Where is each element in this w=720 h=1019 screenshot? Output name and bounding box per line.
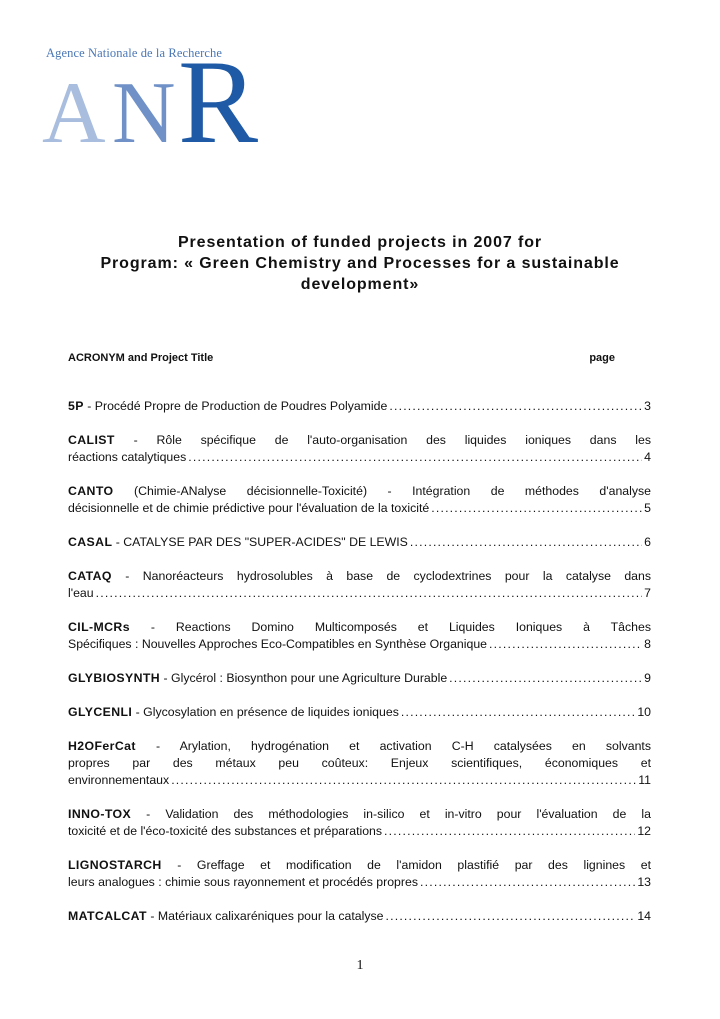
logo-letter-a: A	[42, 65, 106, 148]
entry-title-text: - Greffage et modification de l'amidon plastifié par des lignines et	[161, 858, 651, 872]
entry-title-text: - Glycérol : Biosynthon pour une Agriculture Durable	[160, 671, 448, 685]
agency-name: Agence Nationale de la Recherche	[46, 46, 223, 60]
entry-acronym: CIL-MCRs	[68, 620, 130, 634]
entry-title-text: Spécifiques : Nouvelles Approches Eco-Compatibles en Synthèse Organique	[68, 637, 488, 651]
entry-title-text: - Arylation, hydrogénation et activation C-H catalysées en solvants	[135, 739, 651, 753]
anr-logo	[40, 36, 290, 148]
dot-leader	[449, 670, 642, 687]
entry-acronym: GLYBIOSYNTH	[68, 671, 161, 685]
logo-letter-n: N	[112, 65, 176, 148]
entry-page-number: 14	[637, 909, 651, 923]
dot-leader	[188, 449, 642, 466]
entry-title-text: - Rôle spécifique de l'auto-organisation des liquides ioniques dans les	[114, 433, 651, 447]
title-line-1: Presentation of funded projects in 2007 for	[177, 234, 543, 251]
dot-leader	[420, 874, 635, 891]
entry-page-number: 6	[644, 535, 651, 549]
entry-page-number: 7	[644, 586, 651, 600]
entry-title-text: - CATALYSE PAR DES "SUPER-ACIDES" DE LEWIS	[112, 535, 408, 549]
entry-acronym: LIGNOSTARCH	[68, 858, 162, 872]
entry-acronym: INNO-TOX	[68, 807, 132, 821]
entry-title-text: - Nanoréacteurs hydrosolubles à base de cyclodextrines pour la catalyse dans	[111, 569, 651, 583]
toc-entry[interactable]	[68, 432, 651, 466]
toc-entry[interactable]	[68, 738, 651, 789]
dot-leader	[489, 636, 642, 653]
toc-entry[interactable]	[68, 568, 651, 602]
toc-entry[interactable]	[68, 670, 651, 687]
toc-entry[interactable]	[68, 704, 651, 721]
entry-page-number: 4	[644, 450, 651, 464]
toc-entry[interactable]	[68, 857, 651, 891]
entry-page-number: 11	[638, 773, 651, 787]
entry-title-text: décisionnelle et de chimie prédictive pour l'évaluation de la toxicité	[68, 501, 430, 515]
entry-acronym: 5P	[68, 399, 84, 413]
toc-header-title: ACRONYM and Project Title	[68, 352, 214, 364]
entry-title-text: - Matériaux calixaréniques pour la catalyse	[146, 909, 384, 923]
title-line-2: Program: « Green Chemistry and Processes for a sustainable	[100, 255, 620, 272]
entry-title-text: (Chimie-ANalyse décisionnelle-Toxicité) - Intégration de méthodes d'analyse	[113, 484, 651, 498]
entry-page-number: 10	[637, 705, 651, 719]
entry-acronym: H2OFerCat	[68, 739, 136, 753]
toc-entry[interactable]	[68, 534, 651, 551]
toc-entry[interactable]	[68, 619, 651, 653]
toc-header-page: page	[589, 352, 615, 364]
entry-page-number: 8	[644, 637, 651, 651]
entry-acronym: GLYCENLI	[68, 705, 133, 719]
dot-leader	[410, 534, 642, 551]
entry-title-text: leurs analogues : chimie sous rayonnement et procédés propres	[68, 875, 418, 889]
entry-title-text: - Glycosylation en présence de liquides ioniques	[132, 705, 399, 719]
toc-entry[interactable]	[68, 483, 651, 517]
entry-acronym: CASAL	[68, 535, 113, 549]
logo-letter-r: R	[178, 36, 259, 148]
entry-acronym: MATCALCAT	[68, 909, 147, 923]
document-title	[50, 232, 670, 295]
dot-leader	[431, 500, 642, 517]
dot-leader	[401, 704, 635, 721]
entry-page-number: 13	[637, 875, 651, 889]
toc-entry[interactable]	[68, 908, 651, 925]
dot-leader	[384, 823, 635, 840]
entry-title-text: propres par des métaux peu coûteux: Enjeux scientifiques, économiques et	[68, 756, 651, 770]
dot-leader	[389, 398, 642, 415]
entry-title-text: - Procédé Propre de Production de Poudres Polyamide	[83, 399, 388, 413]
entry-title-text: - Validation des méthodologies in-silico et in-vitro pour l'évaluation de la	[131, 807, 651, 821]
entry-acronym: CATAQ	[68, 569, 112, 583]
entry-title-text: l'eau	[68, 586, 94, 600]
entry-page-number: 3	[644, 399, 651, 413]
entry-title-text: environnementaux	[68, 773, 170, 787]
entry-page-number: 9	[644, 671, 651, 685]
entry-page-number: 5	[644, 501, 651, 515]
toc-header	[68, 352, 628, 364]
dot-leader	[96, 585, 643, 602]
entry-acronym: CALIST	[68, 433, 115, 447]
toc-list	[68, 398, 651, 942]
page-number: 1	[356, 958, 364, 973]
toc-entry[interactable]	[68, 806, 651, 840]
entry-page-number: 12	[637, 824, 651, 838]
entry-title-text: réactions catalytiques	[68, 450, 187, 464]
title-line-3: development»	[300, 276, 420, 293]
dot-leader	[171, 772, 636, 789]
entry-title-text: toxicité et de l'éco-toxicité des substances et préparations	[68, 824, 383, 838]
entry-acronym: CANTO	[68, 484, 114, 498]
toc-entry[interactable]	[68, 398, 651, 415]
dot-leader	[385, 908, 635, 925]
entry-title-text: - Reactions Domino Multicomposés et Liquides Ioniques à Tâches	[129, 620, 651, 634]
